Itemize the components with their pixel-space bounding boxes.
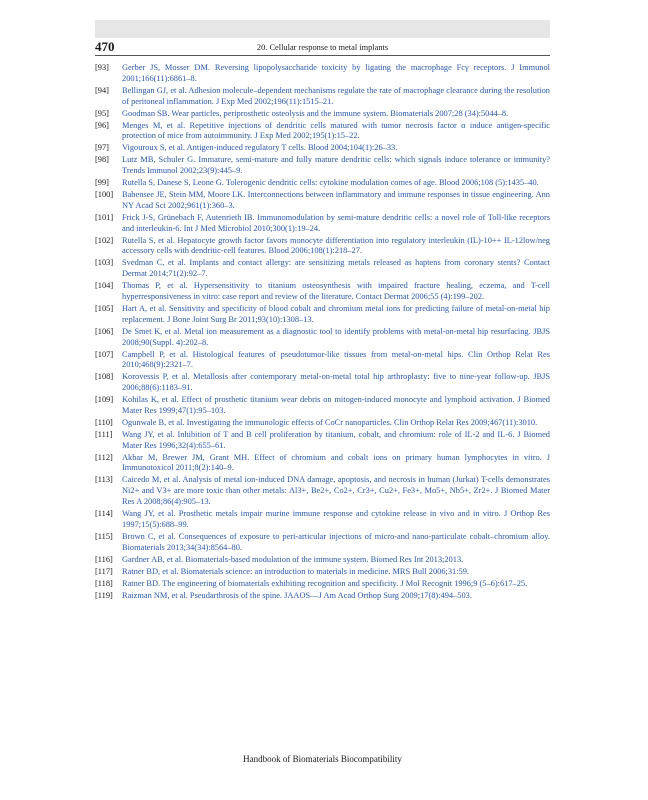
- reference-link[interactable]: Gardner AB, et al. Biomaterials-based modulation of the immune system. Biomed Res Int 2013;2013.: [122, 554, 464, 564]
- reference-entry: [95, 567, 550, 578]
- reference-link[interactable]: Menges M, et al. Repetitive injections of dendritic cells matured with tumor necrosis factor α induce antigen-specific protection of mice from autoimmunity. J Exp Med 2002;195(1):15–22.: [122, 120, 550, 141]
- reference-number: [119]: [95, 590, 113, 600]
- reference-entry: [95, 350, 550, 372]
- reference-link[interactable]: Rutella S, Danese S, Leone G. Tolerogenic dendritic cells: cytokine modulation comes of age. Blood 2006;108 (5):1435–40.: [122, 178, 539, 188]
- page-number: 470: [95, 39, 115, 54]
- reference-link[interactable]: Babensee JE, Stein MM, Moore LK. Interconnections between inflammatory and immune responses in tissue engineering. Ann NY Acad Sci 2002;961(1):360–3.: [122, 190, 550, 210]
- reference-link[interactable]: Thomas P, et al. Hypersensitivity to titanium osteosynthesis with impaired fracture healing, eczema, and T-cell hyperresponsiveness in vitro: case report and review of the literature. Contact Dermat 2006;55 (4):199–202.: [122, 281, 550, 301]
- reference-number: [95]: [95, 108, 109, 118]
- reference-entry: [95, 430, 550, 452]
- reference-entry: [95, 86, 550, 108]
- reference-link[interactable]: Frick J-S, Grünebach F, Autenrieth IB. Immunomodulation by semi-mature dendritic cells: a novel role of Toll-like receptors and interleukin-6. Int J Med Microbiol 2010;300(1):19–24.: [122, 212, 550, 233]
- reference-entry: [95, 190, 550, 212]
- reference-link[interactable]: Wang JY, et al. Prosthetic metals impair murine immune response and cytokine release in vivo and in vitro. J Orthop Res 1997;15(5):688–99.: [122, 509, 550, 529]
- reference-link[interactable]: Rutella S, et al. Hepatocyte growth factor favors monocyte differentiation into regulatory interleukin (IL)-10++ IL-12low/neg accessory cells with dendritic-cell features. Blood 2006;108(1):218–27.: [122, 235, 550, 256]
- reference-number: [111]: [95, 429, 113, 439]
- reference-link[interactable]: Korovessis P, et al. Metallosis after contemporary metal-on-metal total hip arthroplasty: five to nine-year follow-up. JBJS 2006;88(6):1183–91.: [122, 372, 550, 393]
- reference-entry: [95, 155, 550, 177]
- reference-link[interactable]: Goodman SB. Wear particles, periprosthetic osteolysis and the immune system. Biomaterials 2007;28 (34):5044–8.: [122, 108, 509, 118]
- reference-entry: [95, 213, 550, 235]
- reference-number: [112]: [95, 452, 113, 462]
- reference-link[interactable]: Ratner BD, et al. Biomaterials science: an introduction to materials in medicine. MRS Bull 2006;31:59.: [122, 566, 470, 576]
- reference-entry: [95, 395, 550, 417]
- reference-list: [95, 63, 550, 603]
- running-head: 20. Cellular response to metal implants: [256, 43, 389, 52]
- reference-entry: [95, 109, 550, 120]
- reference-link[interactable]: Ratner BD. The engineering of biomaterials exhibiting recognition and specificity. J Mol Recognit 1996;9 (5–6):617–25.: [122, 578, 528, 588]
- reference-number: [101]: [95, 212, 114, 222]
- reference-number: [103]: [95, 258, 114, 268]
- reference-number: [96]: [95, 120, 109, 130]
- reference-link[interactable]: Bellingan GJ, et al. Adhesion molecule–dependent mechanisms regulate the rate of macrophage clearance during the resolution of peritoneal inflammation. J Exp Med 2002;196(11):1515–21.: [122, 85, 550, 106]
- reference-link[interactable]: Brown C, et al. Consequences of exposure to peri-articular injections of micro-and nano-particulate cobalt–chromium alloy. Biomaterials 2013;34(34):8564–80.: [122, 531, 550, 552]
- reference-entry: [95, 281, 550, 303]
- reference-number: [105]: [95, 303, 114, 313]
- reference-link[interactable]: Raizman NM, et al. Pseudarthrosis of the spine. JAAOS—J Am Acad Orthop Surg 2009;17(8):494–503.: [122, 590, 472, 600]
- reference-number: [115]: [95, 531, 113, 541]
- reference-number: [99]: [95, 178, 109, 188]
- reference-entry: [95, 63, 550, 85]
- reference-entry: [95, 304, 550, 326]
- reference-number: [114]: [95, 509, 113, 519]
- reference-entry: [95, 143, 550, 154]
- reference-number: [118]: [95, 578, 113, 588]
- reference-entry: [95, 579, 550, 590]
- reference-entry: [95, 178, 550, 189]
- reference-entry: [95, 591, 550, 602]
- reference-link[interactable]: Hart A, et al. Sensitivity and specificity of blood cobalt and chromium metal ions for predicting failure of metal-on-metal hip replacement. J Bone Joint Surg Br 2011;93(10):1308–13.: [122, 303, 550, 324]
- reference-number: [104]: [95, 281, 114, 291]
- reference-link[interactable]: Wang JY, et al. Inhibition of T and B cell proliferation by titanium, cobalt, and chromium: role of IL-2 and IL-6. J Biomed Mater Res 1996;32(4):655–61.: [122, 429, 550, 450]
- reference-entry: [95, 372, 550, 394]
- reference-link[interactable]: Vigouroux S, et al. Antigen-induced regulatory T cells. Blood 2004;104(1):26–33.: [122, 143, 398, 153]
- reference-number: [93]: [95, 63, 109, 72]
- footer-book-title: Handbook of Biomaterials Biocompatibility: [243, 754, 402, 764]
- reference-link[interactable]: Svedman C, et al. Implants and contact allergy: are sensitizing metals released as haptens from coronary stents? Contact Dermat 2014;71(2):92–7.: [122, 258, 550, 279]
- reference-number: [113]: [95, 475, 113, 485]
- reference-link[interactable]: Kohilas K, et al. Effect of prosthetic titanium wear debris on mitogen-induced monocyte and lymphoid activation. J Biomed Mater Res 1999;47(1):95–103.: [122, 395, 550, 415]
- reference-number: [110]: [95, 417, 113, 427]
- reference-entry: [95, 258, 550, 280]
- reference-entry: [95, 555, 550, 566]
- reference-entry: [95, 327, 550, 349]
- reference-link[interactable]: Lutz MB, Schuler G. Immature, semi-mature and fully mature dendritic cells: which signals induce tolerance or immunity? Trends Immunol 2002;23(9):445–9.: [122, 155, 550, 176]
- reference-link[interactable]: Ogunwale B, et al. Investigating the immunologic effects of CoCr nanoparticles. Clin Orthop Relat Res 2009;467(11):3010.: [122, 417, 538, 427]
- reference-number: [97]: [95, 143, 109, 153]
- reference-number: [94]: [95, 85, 109, 95]
- reference-entry: [95, 509, 550, 531]
- header-rule: [95, 55, 550, 56]
- reference-number: [100]: [95, 190, 114, 200]
- reference-number: [109]: [95, 395, 114, 405]
- reference-entry: [95, 532, 550, 554]
- reference-entry: [95, 418, 550, 429]
- reference-link[interactable]: Akbar M, Brewer JM, Grant MH. Effect of chromium and cobalt ions on primary human lymphocytes in vitro. J Immunotoxicol 2011;8(2):140–9.: [122, 452, 550, 473]
- reference-entry: [95, 453, 550, 475]
- reference-link[interactable]: Gerber JS, Mosser DM. Reversing lipopolysaccharide toxicity by ligating the macrophage Fcγ receptors. J Immunol 2001;166(11):6861–8.: [122, 63, 550, 83]
- reference-link[interactable]: De Smet K, et al. Metal ion measurement as a diagnostic tool to identify problems with metal-on-metal hip resurfacing. JBJS 2008;90(Suppl. 4):202–8.: [122, 326, 550, 347]
- reference-entry: [95, 475, 550, 507]
- reference-entry: [95, 121, 550, 143]
- reference-number: [108]: [95, 372, 114, 382]
- reference-number: [117]: [95, 566, 113, 576]
- reference-link[interactable]: Campbell P, et al. Histological features of pseudotumor-like tissues from metal-on-metal hips. Clin Orthop Relat Res 2010;468(9):2321–7.: [122, 349, 550, 370]
- reference-link[interactable]: Caicedo M, et al. Analysis of metal ion-induced DNA damage, apoptosis, and necrosis in human (Jurkat) T-cells demonstrates Ni2+ and V3+ are more toxic than other metals: Al3+, Be2+, Co2+, Cr3+, Cu2+, Fe3+, Mo5+, Nb5+, Zr2+. J Biomed Mater Res A 2008;86(4):905–13.: [122, 475, 550, 507]
- reference-number: [116]: [95, 554, 113, 564]
- reference-number: [107]: [95, 349, 114, 359]
- reference-number: [98]: [95, 155, 109, 165]
- reference-entry: [95, 236, 550, 258]
- reference-number: [102]: [95, 235, 114, 245]
- reference-number: [106]: [95, 326, 114, 336]
- header-bar: [95, 20, 550, 38]
